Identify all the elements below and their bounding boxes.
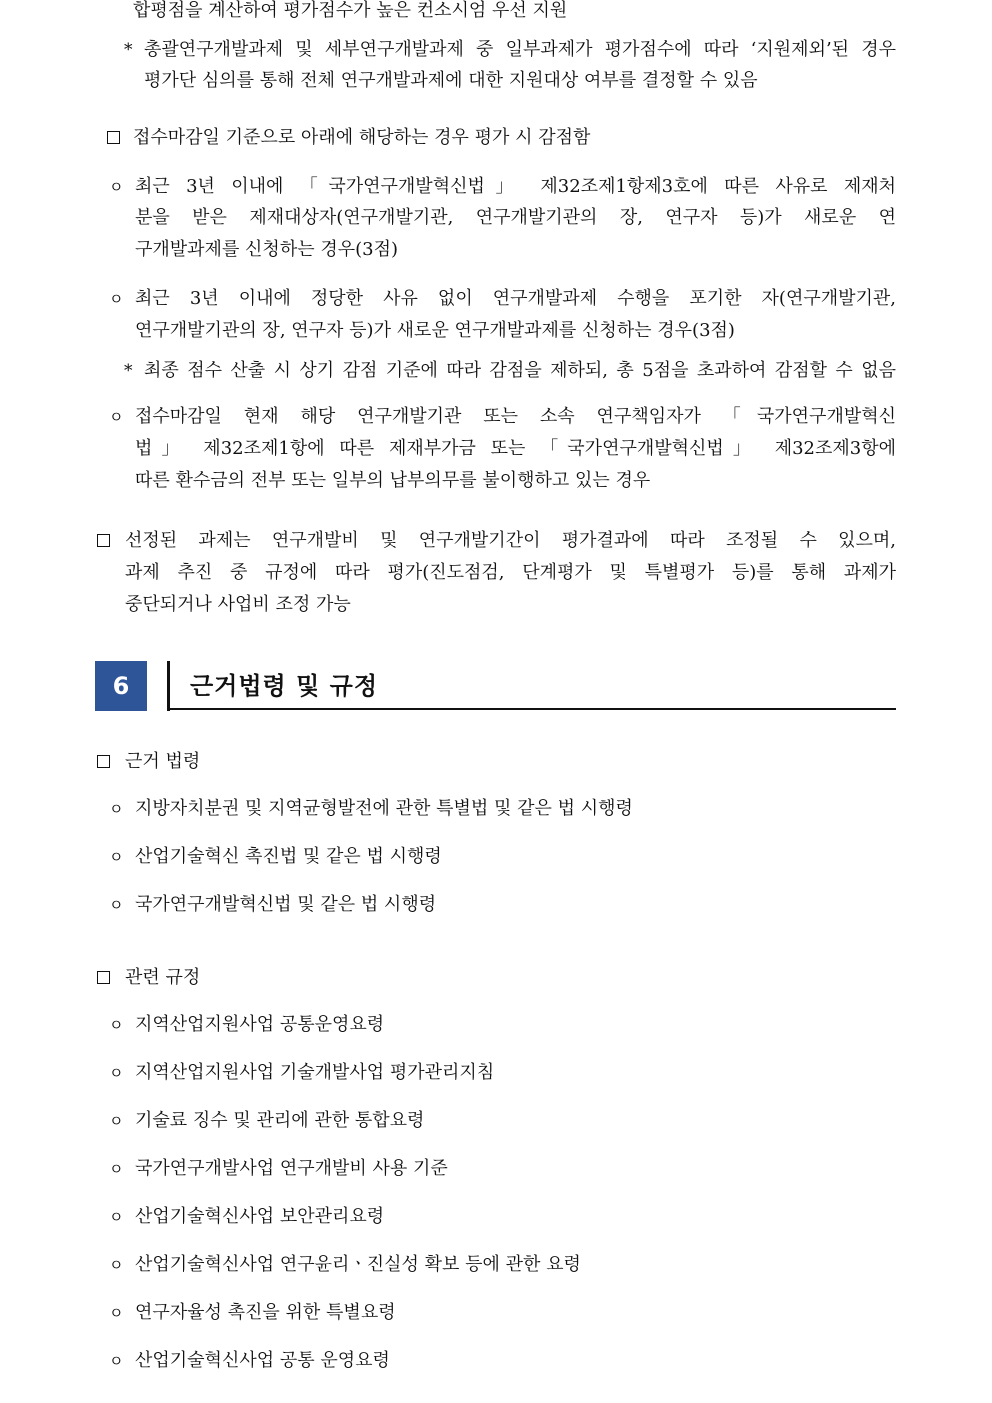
deduction-item-line: 분을 받은 제재대상자(연구개발기관, 연구개발기관의 장, 연구자 등)가 새로운 연: [135, 207, 896, 228]
bullet-icon: ㅇ: [109, 408, 124, 426]
note-asterisk: *: [124, 40, 133, 60]
bullet-icon: ㅇ: [109, 1160, 124, 1178]
continued-text: 합평점을 계산하여 평가점수가 높은 컨소시엄 우선 지원: [133, 0, 568, 21]
note-line: 총괄연구개발과제 및 세부연구개발과제 중 일부과제가 평가점수에 따라 ‘지원제외’된 경우: [144, 39, 896, 60]
note-asterisk: *: [124, 361, 133, 381]
section-title: 근거법령 및 규정: [190, 672, 378, 700]
list-item: 산업기술혁신사업 연구윤리ㆍ진실성 확보 등에 관한 요령: [135, 1254, 581, 1275]
bullet-icon: ㅇ: [109, 1112, 124, 1130]
section-number-badge: 6: [95, 661, 147, 711]
selected-line: 과제 추진 중 규정에 따라 평가(진도점검, 단계평가 및 특별평가 등)를 통해 과제가: [125, 562, 896, 583]
laws-heading: 근거 법령: [125, 751, 201, 772]
checkbox-square-icon: [97, 971, 110, 984]
bullet-icon: ㅇ: [109, 896, 124, 914]
list-item: 산업기술혁신 촉진법 및 같은 법 시행령: [135, 846, 442, 867]
list-item: 국가연구개발혁신법 및 같은 법 시행령: [135, 894, 437, 915]
bullet-icon: ㅇ: [109, 1208, 124, 1226]
deduction-item-line: 접수마감일 현재 해당 연구개발기관 또는 소속 연구책임자가 「국가연구개발혁신: [135, 406, 896, 427]
bullet-icon: ㅇ: [109, 290, 124, 308]
rules-heading: 관련 규정: [125, 967, 201, 988]
bullet-icon: ㅇ: [109, 848, 124, 866]
deduction-item-line: 최근 3년 이내에 「국가연구개발혁신법」 제32조제1항제3호에 따른 사유로 제재처: [135, 176, 896, 197]
bullet-icon: ㅇ: [109, 178, 124, 196]
bullet-icon: ㅇ: [109, 1352, 124, 1370]
bullet-icon: ㅇ: [109, 1064, 124, 1082]
list-item: 지역산업지원사업 기술개발사업 평가관리지침: [135, 1062, 495, 1083]
list-item: 산업기술혁신사업 보안관리요령: [135, 1206, 385, 1227]
list-item: 기술료 징수 및 관리에 관한 통합요령: [135, 1110, 425, 1131]
bullet-icon: ㅇ: [109, 1256, 124, 1274]
deduction-note: 최종 점수 산출 시 상기 감점 기준에 따라 감점을 제하되, 총 5점을 초과하여 감점할 수 없음: [144, 360, 896, 381]
deduction-item-line: 구개발과제를 신청하는 경우(3점): [135, 239, 398, 260]
list-item: 산업기술혁신사업 공통 운영요령: [135, 1350, 390, 1371]
deduction-item-line: 연구개발기관의 장, 연구자 등)가 새로운 연구개발과제를 신청하는 경우(3점): [135, 320, 735, 341]
list-item: 연구자율성 촉진을 위한 특별요령: [135, 1302, 396, 1323]
checkbox-square-icon: [107, 131, 120, 144]
list-item: 지역산업지원사업 공통운영요령: [135, 1014, 385, 1035]
list-item: 지방자치분권 및 지역균형발전에 관한 특별법 및 같은 법 시행령: [135, 798, 633, 819]
bullet-icon: ㅇ: [109, 1304, 124, 1322]
section-underline: [167, 708, 896, 710]
deduction-item-line: 법」 제32조제1항에 따른 제재부가금 또는 「국가연구개발혁신법」 제32조제3항에: [135, 438, 896, 459]
bullet-icon: ㅇ: [109, 1016, 124, 1034]
selected-line: 선정된 과제는 연구개발비 및 연구개발기간이 평가결과에 따라 조정될 수 있으며,: [125, 530, 896, 551]
checkbox-square-icon: [97, 755, 110, 768]
note-line: 평가단 심의를 통해 전체 연구개발과제에 대한 지원대상 여부를 결정할 수 있음: [144, 70, 758, 91]
bullet-icon: ㅇ: [109, 800, 124, 818]
deduction-item-line: 따른 환수금의 전부 또는 일부의 납부의무를 불이행하고 있는 경우: [135, 470, 651, 491]
selected-line: 중단되거나 사업비 조정 가능: [125, 594, 351, 615]
list-item: 국가연구개발사업 연구개발비 사용 기준: [135, 1158, 448, 1179]
deduction-heading: 접수마감일 기준으로 아래에 해당하는 경우 평가 시 감점함: [133, 127, 591, 148]
checkbox-square-icon: [97, 534, 110, 547]
deduction-item-line: 최근 3년 이내에 정당한 사유 없이 연구개발과제 수행을 포기한 자(연구개발기관,: [135, 288, 896, 309]
section-divider: [167, 661, 170, 711]
